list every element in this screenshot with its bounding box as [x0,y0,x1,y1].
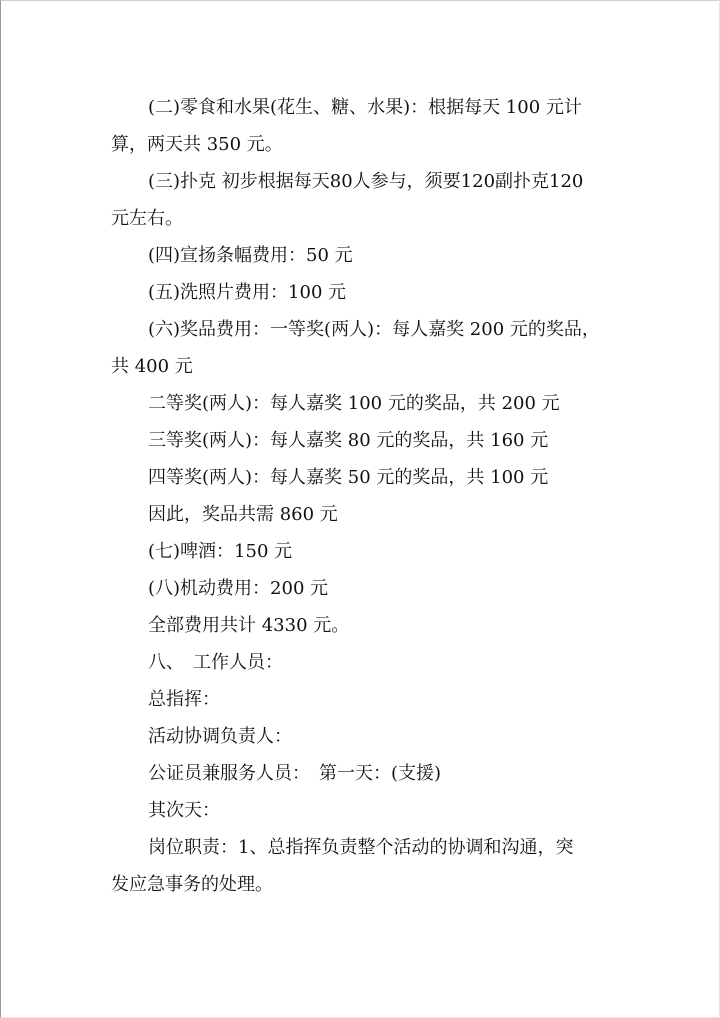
text-line: 共 400 元 [111,356,193,377]
text-line: 公证员兼服务人员： 第一天：(支援) [148,763,442,784]
text-line: 总指挥： [148,689,220,710]
text-line: 算，两天共 350 元。 [111,134,283,155]
text-line: (六)奖品费用：一等奖(两人)：每人嘉奖 200 元的奖品， [148,319,600,340]
text-line: 三等奖(两人)：每人嘉奖 80 元的奖品，共 160 元 [148,430,549,451]
text-line: 其次天： [148,800,220,821]
text-line: 岗位职责：1、总指挥负责整个活动的协调和沟通，突 [148,837,574,858]
text-line: 活动协调负责人： [148,726,292,747]
document-body [111,89,611,903]
text-line: 二等奖(两人)：每人嘉奖 100 元的奖品，共 200 元 [148,393,560,414]
text-line: 四等奖(两人)：每人嘉奖 50 元的奖品，共 100 元 [148,467,549,488]
text-line: (七)啤酒：150 元 [148,541,293,562]
text-line: (三)扑克 初步根据每天80人参与，须要120副扑克120 [148,171,584,192]
text-line: 元左右。 [111,208,183,229]
text-line: (八)机动费用：200 元 [148,578,329,599]
text-line: 因此，奖品共需 860 元 [148,504,338,525]
text-line: 发应急事务的处理。 [111,874,273,895]
section-heading: 八、 工作人员： [148,652,283,673]
text-line: (五)洗照片费用：100 元 [148,282,347,303]
text-line: (四)宣扬条幅费用：50 元 [148,245,353,266]
text-line: (二)零食和水果(花生、糖、水果)：根据每天 100 元计 [148,97,582,118]
text-line: 全部费用共计 4330 元。 [148,615,350,636]
